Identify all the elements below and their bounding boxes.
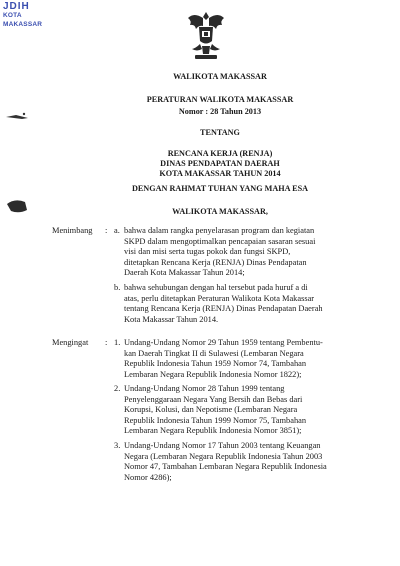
text-line: Lembaran Negara Republik Indonesia Nomor 3851);	[124, 426, 302, 436]
text-line: Undang-Undang Nomor 28 Tahun 1999 tentang	[124, 384, 285, 393]
issuer-heading: WALIKOTA MAKASSAR	[173, 72, 267, 81]
text-line: Republik Indonesia Tahun 1999 Nomor 75, Tambahan	[124, 415, 307, 425]
subject-line-1: RENCANA KERJA (RENJA)	[167, 149, 273, 158]
text-line: ditetapkan Rencana Kerja (RENJA) Dinas Pendapatan	[124, 257, 307, 267]
mengingat-colon: :	[105, 338, 108, 347]
watermark-title: JDIH	[3, 1, 30, 12]
text-line: kan Daerah Tingkat II di Sulawesi (Lembaran Negara	[124, 348, 304, 358]
text-line: Negara (Lembaran Negara Republik Indonesia Tahun 2003	[124, 451, 323, 461]
mayor-heading: WALIKOTA MAKASSAR,	[172, 207, 268, 216]
text-line: tentang Rencana Kerja (RENJA) Dinas Pendapatan Daerah	[124, 304, 323, 314]
mengingat-label: Mengingat	[52, 338, 89, 347]
menimbang-marker-b: b.	[114, 283, 121, 292]
mengingat-item-3	[124, 441, 360, 483]
text-line: SKPD dalam mengoptimalkan pencapaian sasaran sesuai	[124, 236, 316, 246]
text-line: Republik Indonesia Tahun 1959 Nomor 74, Tambahan	[124, 359, 307, 369]
menimbang-colon: :	[105, 226, 108, 235]
menimbang-item-a	[124, 226, 360, 279]
jdih-watermark	[3, 2, 59, 29]
scan-artifact-mark	[4, 196, 30, 218]
mengingat-marker-2: 2.	[114, 384, 121, 393]
mengingat-marker-3: 3.	[114, 441, 121, 450]
text-line: Undang-Undang Nomor 17 Tahun 2003 tentang Keuangan	[124, 441, 321, 450]
menimbang-marker-a: a.	[114, 226, 120, 235]
text-line: Undang-Undang Nomor 29 Tahun 1959 tentang Pembentu-	[124, 338, 323, 347]
text-line: visi dan misi serta tugas pokok dan fungsi SKPD,	[124, 247, 291, 257]
regulation-number: Nomor : 28 Tahun 2013	[178, 107, 262, 116]
mengingat-item-2	[124, 384, 360, 437]
text-line: atas, perlu ditetapkan Peraturan Walikota Kota Makassar	[124, 293, 315, 303]
text-line: Kota Makassar Tahun 2014.	[124, 314, 219, 324]
blessing-line: DENGAN RAHMAT TUHAN YANG MAHA ESA	[131, 184, 309, 193]
subject-line-2: DINAS PENDAPATAN DAERAH	[160, 159, 280, 168]
mengingat-marker-1: 1.	[114, 338, 121, 347]
text-line: Daerah Kota Makassar Tahun 2014;	[124, 268, 245, 278]
mengingat-item-1	[124, 338, 360, 380]
text-line: bahwa dalam rangka penyelarasan program dan kegiatan	[124, 226, 315, 235]
text-line: Nomor 4286);	[124, 472, 172, 482]
garuda-emblem-icon	[186, 8, 226, 64]
text-line: bahwa sehubungan dengan hal tersebut pada huruf a di	[124, 283, 308, 292]
text-line: Korupsi, Kolusi, dan Nepotisme (Lembaran Negara	[124, 405, 298, 415]
scan-artifact-mark	[4, 108, 30, 126]
subject-line-3: KOTA MAKASSAR TAHUN 2014	[159, 169, 281, 178]
about-heading: TENTANG	[200, 128, 240, 137]
text-line: Nomor 47, Tambahan Lembaran Negara Republik Indonesia	[124, 462, 327, 472]
menimbang-label: Menimbang	[52, 226, 93, 235]
watermark-subtitle: KOTA MAKASSAR	[3, 12, 43, 28]
regulation-title: PERATURAN WALIKOTA MAKASSAR	[146, 95, 294, 104]
text-line: Lembaran Negara Republik Indonesia Nomor 1822);	[124, 369, 302, 379]
text-line: Penyelenggaraan Negara Yang Bersih dan Bebas dari	[124, 394, 303, 404]
menimbang-item-b	[124, 283, 360, 325]
